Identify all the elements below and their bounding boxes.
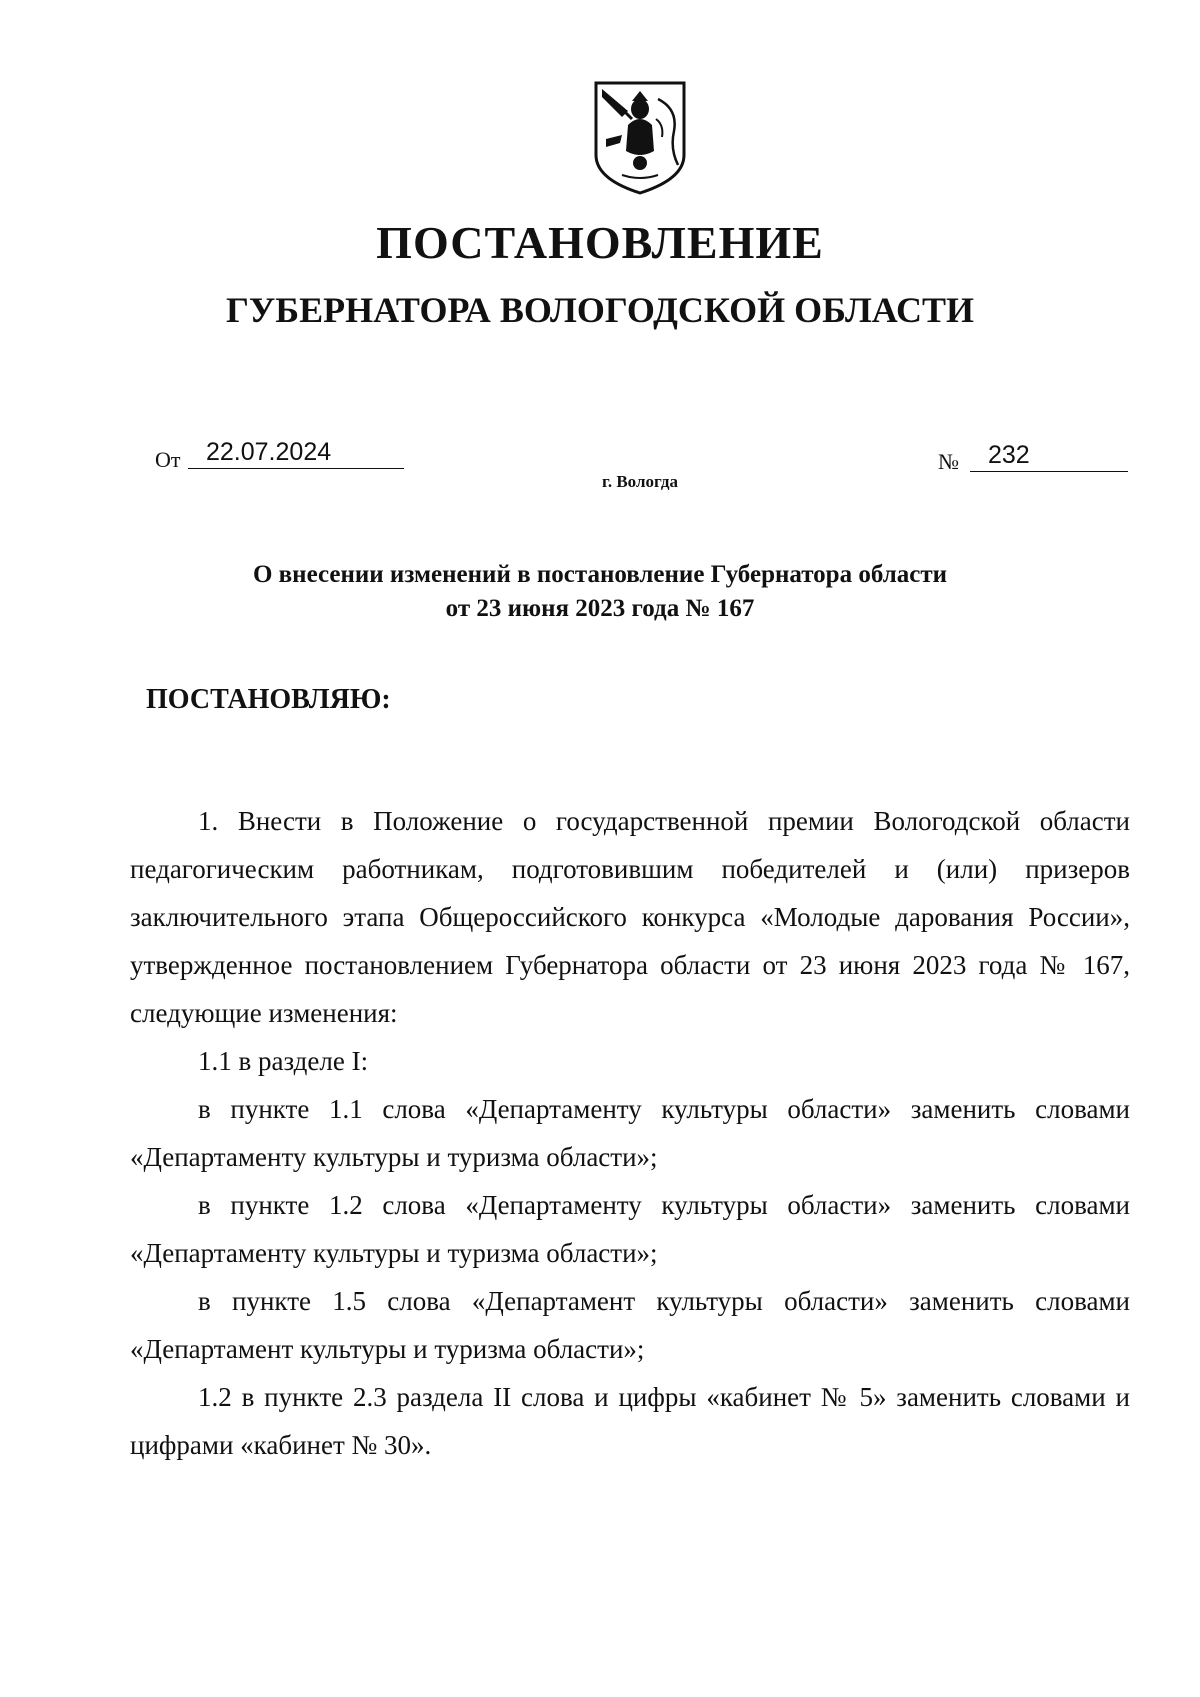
resolve-heading: ПОСТАНОВЛЯЮ:: [146, 684, 391, 715]
document-number: 232: [970, 439, 1128, 472]
body-paragraph: в пункте 1.5 слова «Департамент культуры области» заменить словами «Департамент культуры и туризма области»;: [130, 1286, 1130, 1364]
body-paragraph: 1.2 в пункте 2.3 раздела II слова и цифры «кабинет № 5» заменить словами и цифрами «кабинет № 30».: [130, 1382, 1130, 1460]
number-label: №: [938, 449, 959, 474]
city-label: г. Вологда: [602, 472, 678, 491]
body-paragraph: в пункте 1.2 слова «Департаменту культуры области» заменить словами «Департаменту культуры и туризма области»;: [130, 1190, 1130, 1268]
body-paragraph: 1.1 в разделе I:: [198, 1046, 369, 1076]
subject-line-1: О внесении изменений в постановление Губернатора области: [252, 561, 948, 588]
body-paragraph: 1. Внести в Положение о государственной премии Вологодской области педагогическим работникам, подготовившим победителей и (или) призеров заключительного этапа Общероссийского конкурса «Молодые дарования России», утвержденное постановлением Губернатора области от 23 июня 2023 года № 167, следующие изменения:: [130, 806, 1130, 1028]
body-paragraph: в пункте 1.1 слова «Департаменту культуры области» заменить словами «Департаменту культуры и туризма области»;: [130, 1094, 1130, 1172]
issuer-title: ГУБЕРНАТОРА ВОЛОГОДСКОЙ ОБЛАСТИ: [225, 290, 975, 330]
date-label: От: [155, 447, 181, 472]
vologda-coat-of-arms-icon: [592, 79, 688, 197]
subject-line-2: от 23 июня 2023 года № 167: [445, 595, 755, 622]
document-type-title: ПОСТАНОВЛЕНИЕ: [376, 217, 824, 268]
document-date: 22.07.2024: [188, 436, 404, 469]
document-body: [130, 797, 1130, 1469]
document-subject: [0, 558, 1200, 626]
